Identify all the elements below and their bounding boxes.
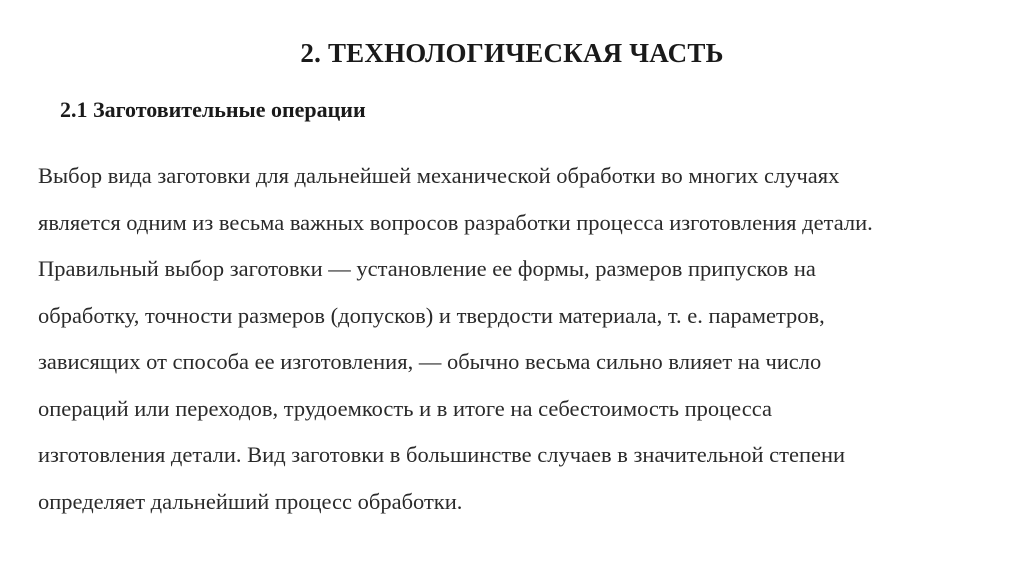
paragraph-line: Правильный выбор заготовки — установление ее формы, размеров припусков на [38,256,816,281]
paragraph-line: Выбор вида заготовки для дальнейшей механической обработки во многих случаях [38,163,840,188]
body-paragraph [38,153,998,525]
paragraph-line: изготовления детали. Вид заготовки в большинстве случаев в значительной степени [38,442,846,467]
paragraph-line: обработку, точности размеров (допусков) и твердости материала, т. е. параметров, [38,302,825,328]
paragraph-line: операций или переходов, трудоемкость и в итоге на себестоимость процесса [38,395,772,421]
paragraph-line: является одним из весьма важных вопросов разработки процесса изготовления детали. [38,209,873,235]
slide-title: 2. ТЕХНОЛОГИЧЕСКАЯ ЧАСТЬ [300,38,724,68]
paragraph-line: зависящих от способа ее изготовления, — обычно весьма сильно влияет на число [38,349,822,374]
section-subtitle: 2.1 Заготовительные операции [60,97,366,122]
paragraph-line: определяет дальнейший процесс обработки. [38,488,463,514]
